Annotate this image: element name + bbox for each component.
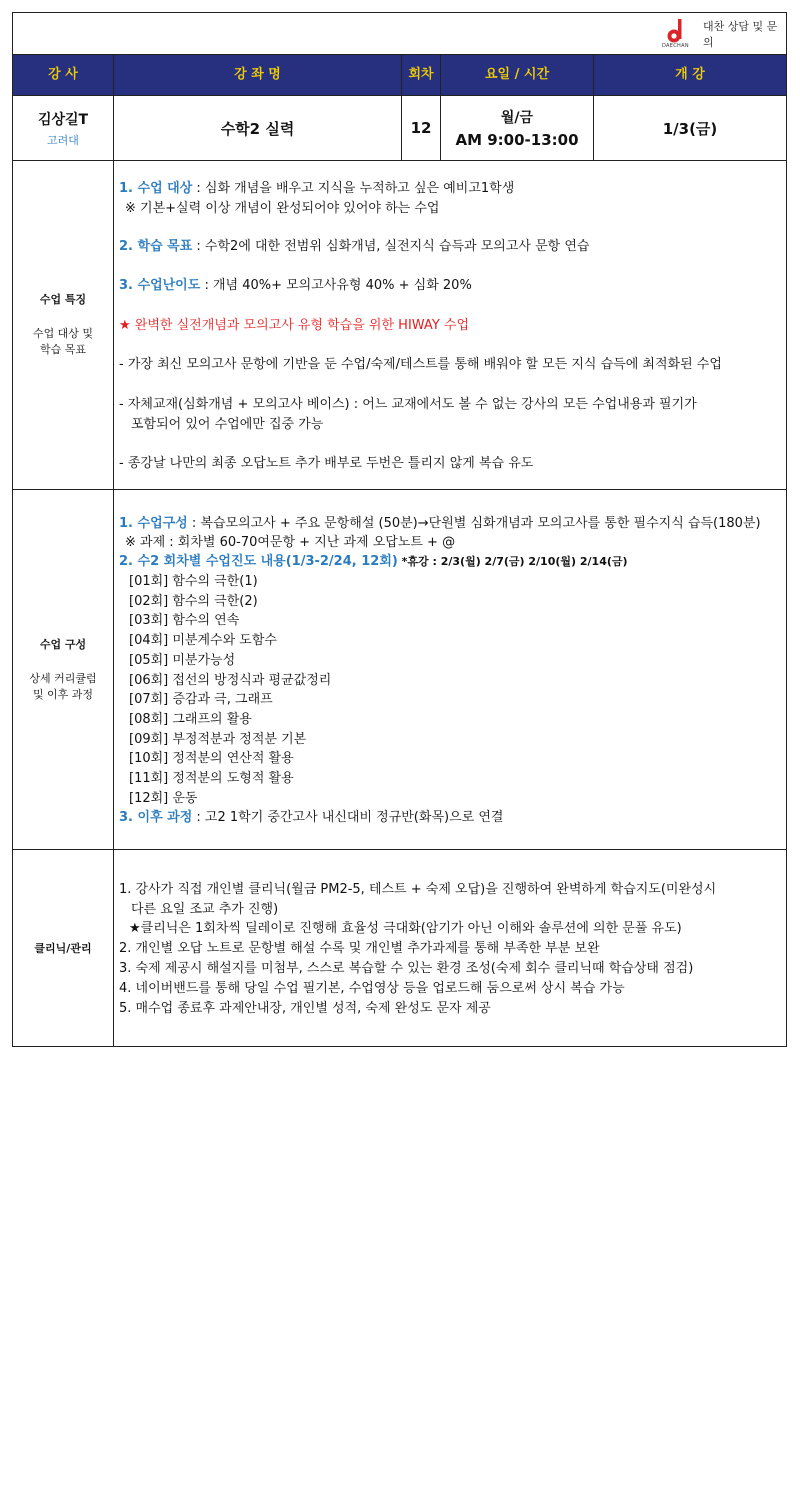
- features-label-title: 수업 특징: [39, 293, 87, 306]
- header-schedule: 요일 / 시간: [441, 55, 594, 95]
- clinic-label: [13, 850, 114, 1047]
- class-time: AM 9:00-13:00: [455, 131, 579, 149]
- structure-composition: 1. 수업구성 : 복습모의고사 + 주요 문항해설 (50분)→단원별 심화개념과 모의고사를 통한 필수지식 습득(180분): [119, 516, 761, 531]
- feature-note: ※ 기본+실력 이상 개념이 완성되어야 있어야 하는 수업: [125, 201, 440, 216]
- section-clinic: [13, 850, 786, 1047]
- course-info-row: [13, 96, 786, 161]
- unit-item: [04회] 미분계수와 도함수: [129, 633, 277, 649]
- unit-item: [08회] 그래프의 활용: [129, 711, 252, 727]
- structure-label: [13, 490, 114, 849]
- contact-label: 대찬 상담 및 문의: [703, 20, 778, 49]
- feature-point-2b: 포함되어 있어 수업에만 집중 가능: [131, 417, 324, 432]
- unit-item: [10회] 정적분의 연산적 활용: [129, 751, 294, 767]
- header-start: 개 강: [675, 67, 705, 82]
- feature-point-3: - 종강날 나만의 최종 오답노트 추가 배부로 두번은 틀리지 않게 복습 유도: [119, 456, 534, 471]
- feature-point-1: - 가장 최신 모의고사 문항에 기반을 둔 수업/숙제/테스트를 통해 배워야 할 모든 지식 습득에 최적화된 수업: [119, 357, 722, 372]
- header-teacher: 강 사: [13, 55, 114, 95]
- sessions-cell: [402, 96, 441, 160]
- unit-item: [05회] 미분가능성: [129, 652, 236, 668]
- clinic-item-2: 2. 개인별 오답 노트로 문항별 해설 수록 및 개인별 추가과제를 통해 부족한 부분 보완: [119, 941, 600, 956]
- structure-next-course: 3. 이후 과정 : 고2 1학기 중간고사 내신대비 정규반(화목)으로 연결: [119, 810, 504, 825]
- clinic-label-title: 클리닉/관리: [34, 941, 92, 955]
- clinic-item-1b: 다른 요일 조교 추가 진행): [131, 902, 279, 917]
- feature-highlight: ★ 완벽한 실전개념과 모의고사 유형 학습을 위한 HIWAY 수업: [119, 318, 470, 333]
- course-name-cell: [114, 96, 402, 160]
- unit-item: [01회] 함수의 극한(1): [129, 574, 258, 589]
- feature-point-2a: - 자체교재(심화개념 + 모의고사 베이스) : 어느 교재에서도 볼 수 없는 강사의 모든 수업내용과 필기가: [119, 397, 697, 412]
- feature-goal: 2. 학습 목표 : 수학2에 대한 전범위 심화개념, 실전지식 습득과 모의고사 문항 연습: [119, 239, 590, 254]
- start-date: 1/3(금): [662, 119, 718, 138]
- brand-row: [13, 13, 786, 55]
- structure-label-sub2: 및 이후 과정: [32, 687, 94, 701]
- logo-text: DAECHAN: [662, 43, 689, 49]
- structure-label-title: 수업 구성: [39, 637, 87, 651]
- clinic-item-4: 4. 네이버밴드를 통해 당일 수업 필기본, 수업영상 등을 업로드해 둠으로써 상시 복습 가능: [119, 981, 625, 996]
- section-features: [13, 161, 786, 490]
- structure-homework: ※ 과제 : 회차별 60-70여문항 + 지난 과제 오답노트 + @: [125, 535, 456, 550]
- features-label-sub1: 수업 대상 및: [32, 327, 94, 340]
- features-label: [13, 161, 114, 489]
- schedule-cell: [441, 96, 594, 160]
- clinic-item-5: 5. 매수업 종료후 과제안내장, 개인별 성적, 숙제 완성도 문자 제공: [119, 1001, 491, 1016]
- course-name: 수학2 실력: [220, 119, 295, 138]
- structure-progress-title: 2. 수2 회차별 수업진도 내용(1/3-2/24, 12회) *휴강 : 2/3(월) 2/7(금) 2/10(월) 2/14(금): [119, 554, 628, 569]
- structure-label-sub1: 상세 커리큘럼: [29, 671, 97, 685]
- section-structure: [13, 490, 786, 850]
- unit-item: [03회] 함수의 연속: [129, 613, 240, 629]
- course-sheet: [12, 12, 787, 1047]
- session-count: 12: [410, 119, 432, 137]
- teacher-cell: [13, 96, 114, 160]
- table-header: [13, 55, 786, 96]
- unit-item: [02회] 함수의 극한(2): [129, 593, 258, 609]
- teacher-school: 고려대: [47, 133, 79, 147]
- header-course: 강 좌 명: [114, 55, 402, 95]
- unit-item: [09회] 부정적분과 정적분 기본: [129, 731, 307, 747]
- unit-item: [11회] 정적분의 도형적 활용: [129, 771, 294, 786]
- unit-item: [07회] 증감과 극, 그래프: [129, 692, 273, 708]
- unit-item: [06회] 접선의 방정식과 평균값정리: [129, 672, 332, 688]
- feature-target: 1. 수업 대상 : 심화 개념을 배우고 지식을 누적하고 싶은 예비고1학생: [119, 181, 515, 196]
- features-label-sub2: 학습 목표: [39, 343, 86, 356]
- clinic-item-1a: 1. 강사가 직접 개인별 클리닉(월금 PM2-5, 테스트 + 숙제 오답)을 진행하여 완벽하게 학습지도(미완성시: [119, 882, 717, 897]
- feature-difficulty: 3. 수업난이도 : 개념 40%+ 모의고사유형 40% + 심화 20%: [119, 278, 472, 293]
- unit-item: [12회] 운동: [129, 790, 198, 806]
- header-sessions: 회차: [402, 55, 441, 95]
- start-cell: [594, 96, 786, 160]
- teacher-name: 김상길T: [37, 111, 89, 128]
- clinic-item-3: 3. 숙제 제공시 해설지를 미첨부, 스스로 복습할 수 있는 환경 조성(숙제 회수 클리닉때 학습상태 점검): [119, 961, 694, 976]
- class-days: 월/금: [500, 110, 534, 126]
- clinic-item-1c: ★클리닉은 1회차씩 딜레이로 진행해 효율성 극대화(암기가 아닌 이해와 솔루션에 의한 문풀 유도): [129, 921, 682, 936]
